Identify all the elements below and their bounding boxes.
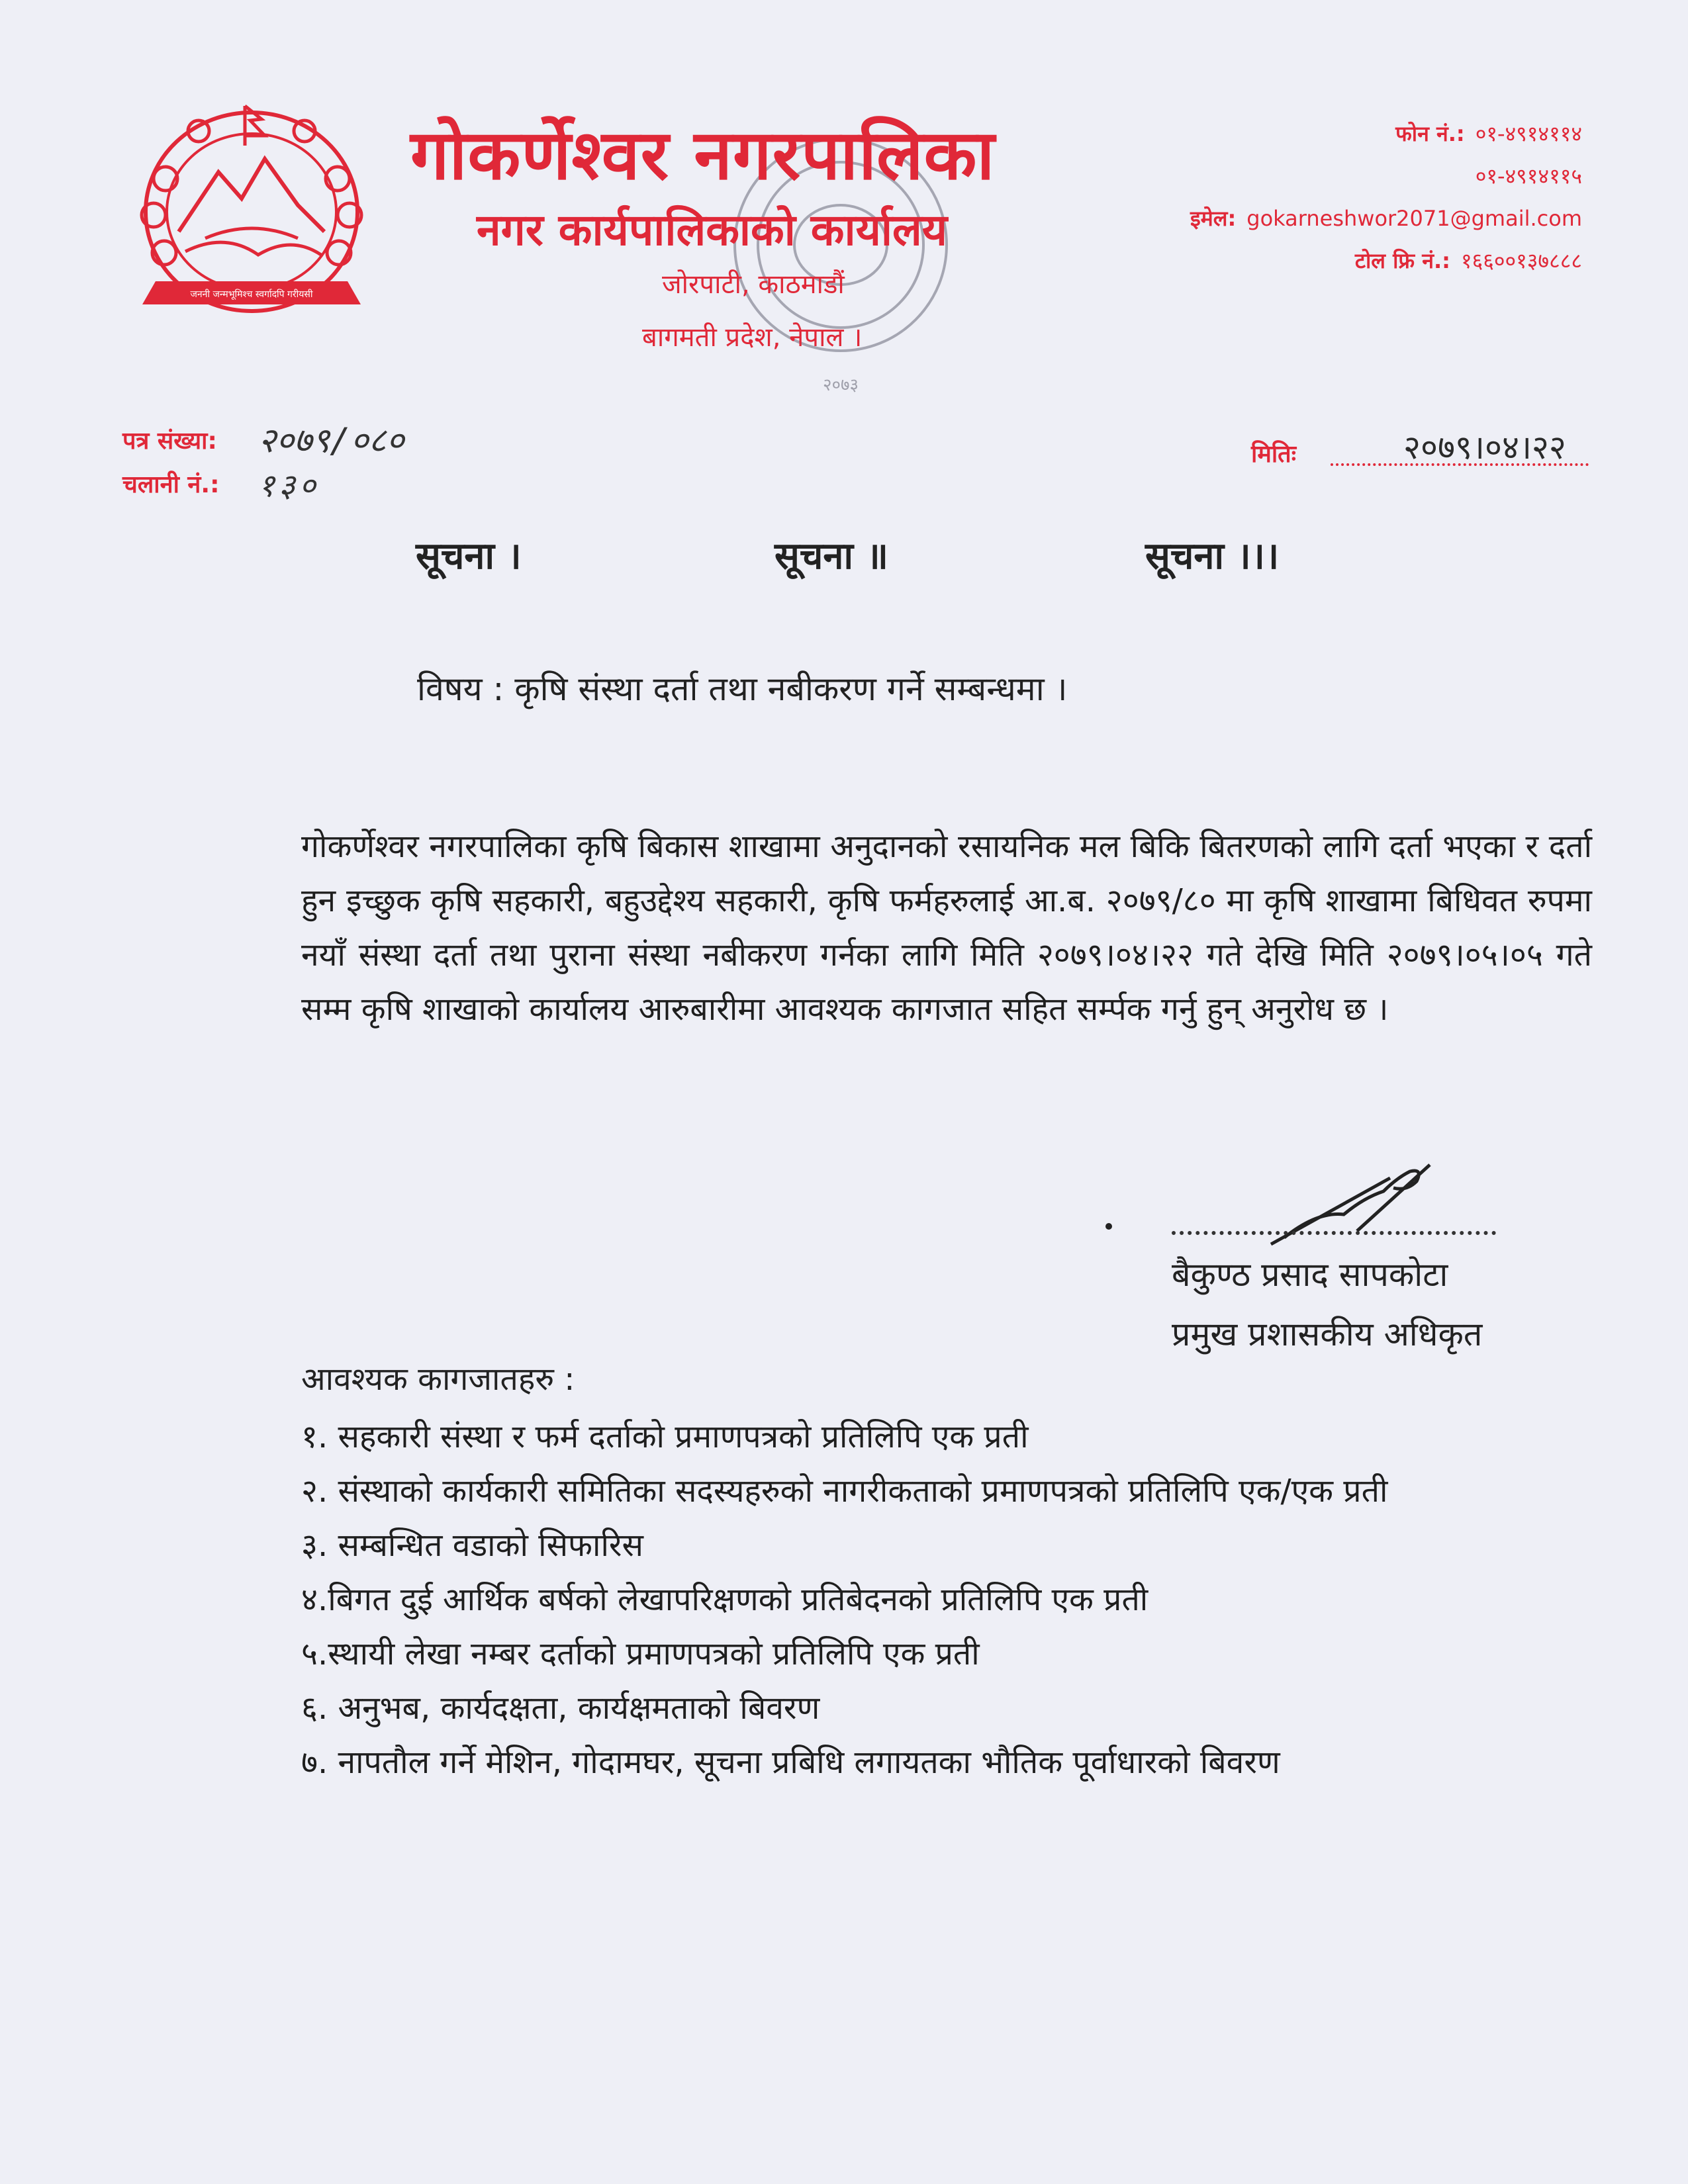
list-item: ३. सम्बन्धित वडाको सिफारिस bbox=[301, 1527, 643, 1564]
phone-label: फोन नं.: bbox=[1395, 121, 1465, 146]
subject-line: विषय : कृषि संस्था दर्ता तथा नबीकरण गर्ने सम्बन्धमा । bbox=[417, 670, 1068, 708]
list-item: ४.बिगत दुई आर्थिक बर्षको लेखापरिक्षणको प्रतिबेदनको प्रतिलिपि एक प्रती bbox=[301, 1581, 1149, 1618]
notice-heading-1: सूचना । bbox=[416, 535, 522, 578]
letter-number-value: २०७९/०८० bbox=[258, 421, 404, 461]
signature-dotted-line bbox=[1172, 1231, 1496, 1235]
office-subtitle: नगर कार्यपालिकाको कार्यालय bbox=[477, 205, 947, 255]
phone-1: ०१-४९१४११४ bbox=[1475, 121, 1582, 146]
email-address[interactable]: gokarneshwor2071@gmail.com bbox=[1246, 206, 1582, 231]
tollfree-label: टोल फ्रि नं.: bbox=[1354, 248, 1450, 273]
nepal-emblem-icon bbox=[126, 99, 377, 338]
dispatch-number-label: चलानी नं.: bbox=[122, 471, 220, 498]
ink-speck bbox=[1105, 1223, 1112, 1230]
phone-2: ०१-४९१४११५ bbox=[1475, 163, 1582, 189]
dispatch-number-value: १३० bbox=[258, 467, 320, 504]
signatory-name: बैकुण्ठ प्रसाद सापकोटा bbox=[1172, 1255, 1448, 1294]
contact-block bbox=[1190, 113, 1582, 282]
list-item: २. संस्थाको कार्यकारी समितिका सदस्यहरुको नागरीकताको प्रमाणपत्रको प्रतिलिपि एक/एक प्रती bbox=[301, 1473, 1388, 1510]
address-line-2: बागमती प्रदेश, नेपाल । bbox=[642, 322, 863, 353]
address-line-1: जोरपाटी, काठमाडौं bbox=[662, 269, 845, 300]
emblem-motto: जननी जन्मभूमिश्च स्वर्गादपि गरीयसी bbox=[190, 289, 313, 300]
date-label: मितिः bbox=[1251, 441, 1296, 468]
signature-icon bbox=[1258, 1152, 1443, 1257]
notice-heading-3: सूचना ।।। bbox=[1145, 535, 1280, 578]
list-item: ५.स्थायी लेखा नम्बर दर्ताको प्रमाणपत्रको प्रतिलिपि एक प्रती bbox=[301, 1635, 980, 1672]
documents-heading: आवश्यक कागजातहरु : bbox=[301, 1361, 575, 1398]
letter-number-label: पत्र संख्या: bbox=[122, 428, 217, 455]
list-item: ६. अनुभब, कार्यदक्षता, कार्यक्षमताको बिवरण bbox=[301, 1690, 820, 1727]
tollfree-number: १६६००१३७८८८ bbox=[1460, 248, 1582, 273]
municipality-title: गोकर्णेश्वर नगरपालिका bbox=[410, 114, 996, 195]
notice-heading-2: सूचना ॥ bbox=[774, 535, 889, 578]
documents-list bbox=[301, 1410, 1592, 1790]
list-item: ७. नापतौल गर्ने मेशिन, गोदामघर, सूचना प्रबिधि लगायतका भौतिक पूर्वाधारको बिवरण bbox=[301, 1744, 1280, 1781]
svg-text:२०७३: २०७३ bbox=[822, 375, 859, 395]
signatory-title: प्रमुख प्रशासकीय अधिकृत bbox=[1172, 1315, 1483, 1353]
email-label: इमेल: bbox=[1190, 206, 1237, 231]
list-item: १. सहकारी संस्था र फर्म दर्ताको प्रमाणपत्रको प्रतिलिपि एक प्रती bbox=[301, 1418, 1029, 1455]
date-value: २०७९।०४।२२ bbox=[1403, 428, 1566, 467]
body-paragraph: गोकर्णेश्वर नगरपालिका कृषि बिकास शाखामा अनुदानको रसायनिक मल बिकि बितरणको लागि दर्ता भएका र दर्ता हुन इच्छुक कृषि सहकारी, बहुउद्देश्य सहकारी, कृषि फर्महरुलाई आ.ब. २०७९/८० मा कृषि शाखामा बिधिवत रुपमा नयाँ संस्था दर्ता तथा पुराना संस्था नबीकरण गर्नका लागि मिति २०७९।०४।२२ गते देखि मिति २०७९।०५।०५ गते सम्म कृषि शाखाको कार्यालय आरुबारीमा आवश्यक कागजात सहित सर्म्पक गर्नु हुन् अनुरोध छ । bbox=[301, 828, 1592, 1028]
